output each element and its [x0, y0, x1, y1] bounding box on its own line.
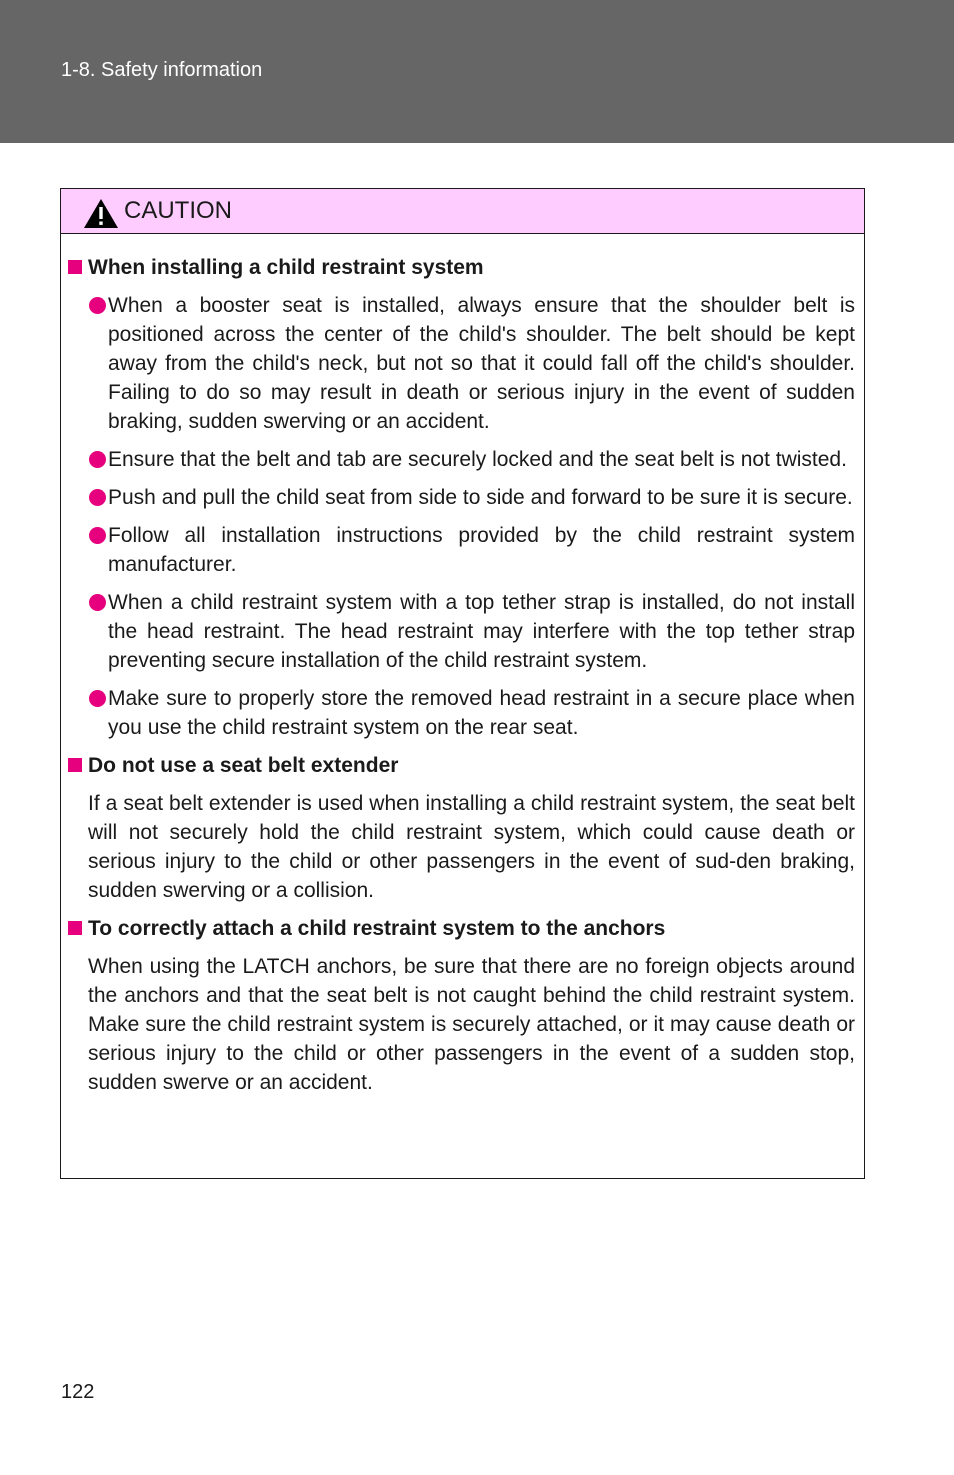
circle-bullet-icon	[89, 451, 106, 468]
section-text: If a seat belt extender is used when installing a child restraint system, the seat belt will not securely hold the child restraint system, which could cause death or serious injury to the child or other passengers in the event of sud-den braking, sudden swerving or a collision.	[88, 792, 855, 902]
page-number: 122	[61, 1381, 95, 1403]
section-title: 1-8. Safety information	[61, 59, 263, 81]
list-item: When a child restraint system with a top tether strap is installed, do not install the head restraint. The head restraint may interfere with the top tether strap preventing secure installation of the child restraint system.	[67, 588, 855, 675]
circle-bullet-icon	[89, 527, 106, 544]
list-item: Ensure that the belt and tab are securely locked and the seat belt is not twisted.	[67, 445, 855, 474]
caution-content	[61, 234, 864, 1097]
list-item: Make sure to properly store the removed head restraint in a secure place when you use the child restraint system on the rear seat.	[67, 684, 855, 742]
list-item: Follow all installation instructions provided by the child restraint system manufacturer.	[67, 521, 855, 579]
section-heading: To correctly attach a child restraint system to the anchors	[67, 914, 855, 943]
list-item: When a booster seat is installed, always ensure that the shoulder belt is positioned across the center of the child's shoulder. The belt should be kept away from the child's neck, but not so that it could fall off the child's shoulder. Failing to do so may result in death or serious injury in the event of sudden braking, sudden swerving or an accident.	[67, 291, 855, 436]
circle-bullet-icon	[89, 297, 106, 314]
section-text: When using the LATCH anchors, be sure that there are no foreign objects around the anchors and that the seat belt is not caught behind the child restraint system. Make sure the child restraint system is securely attached, or it may cause death or serious injury to the child or other passengers in the event of a sudden stop, sudden swerve or an accident.	[88, 955, 855, 1094]
page-header	[0, 0, 954, 143]
caution-box	[60, 188, 865, 1179]
circle-bullet-icon	[89, 690, 106, 707]
section-heading: Do not use a seat belt extender	[67, 751, 855, 780]
warning-triangle-icon	[83, 198, 119, 229]
caution-header	[61, 189, 864, 234]
section-heading: When installing a child restraint system	[67, 253, 855, 282]
caution-label: CAUTION	[124, 197, 232, 224]
square-bullet-icon	[68, 758, 82, 772]
circle-bullet-icon	[89, 489, 106, 506]
square-bullet-icon	[68, 260, 82, 274]
list-item: Push and pull the child seat from side to side and forward to be sure it is secure.	[67, 483, 855, 512]
circle-bullet-icon	[89, 594, 106, 611]
square-bullet-icon	[68, 921, 82, 935]
